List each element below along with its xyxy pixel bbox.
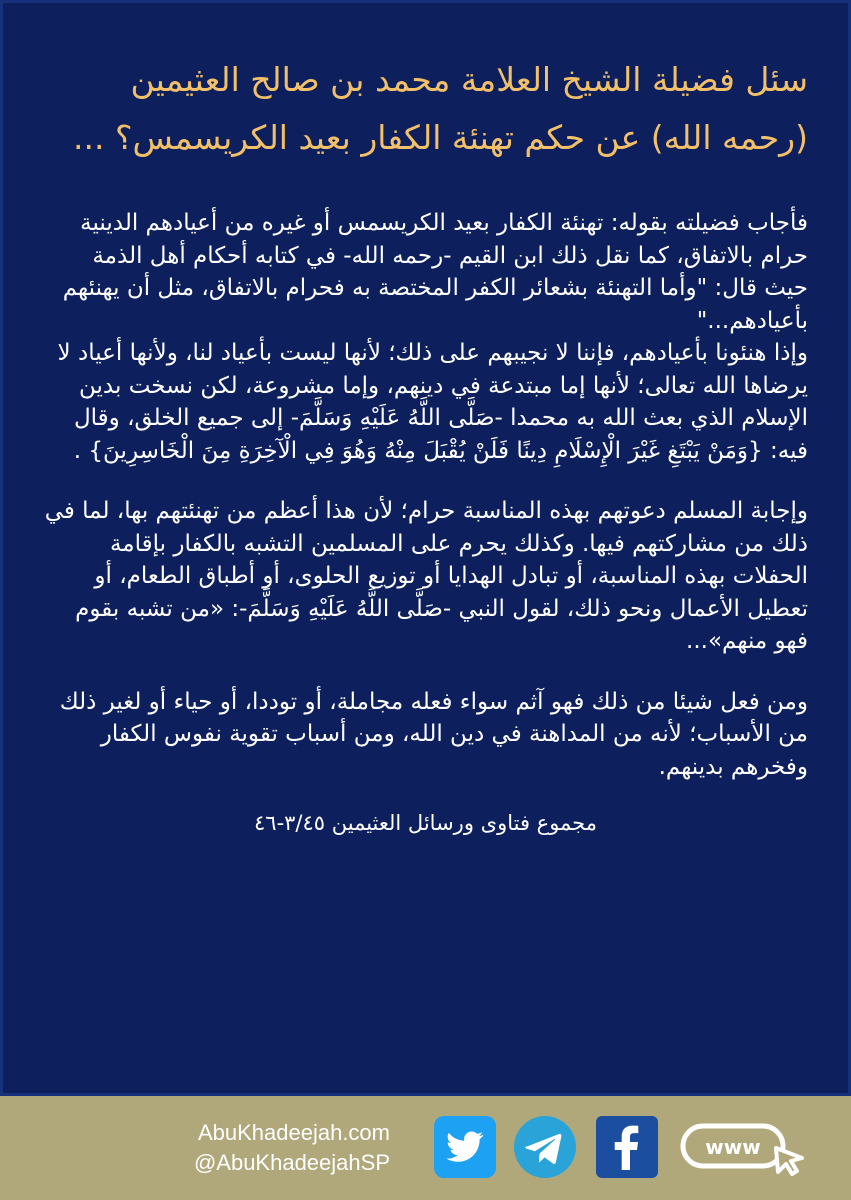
social-handle[interactable]: @AbuKhadeejahSP xyxy=(193,1150,390,1175)
svg-text:www: www xyxy=(705,1135,761,1159)
footer-bar xyxy=(0,1096,851,1200)
source-citation: مجموع فتاوى ورسائل العثيمين ٣/٤٥-٤٦ xyxy=(254,811,597,835)
telegram-icon[interactable] xyxy=(514,1116,576,1178)
answer-paragraph-2: وإذا هنئونا بأعيادهم، فإننا لا نجيبهم على ذلك؛ لأنها ليست بأعياد لنا، ولأنها أعياد لا يرضاها الله تعالى؛ لأنها إما مبتدعة في دينهم، وإما مشروعة، لكن نسخت بدين الإسلام الذي بعث الله به محمدا -صَلَّى اللَّهُ عَلَيْهِ وَسَلَّمَ- إلى جميع الخلق، وقال فيه: {وَمَنْ يَبْتَغِ غَيْرَ الْإِسْلَامِ دِينًا فَلَنْ يُقْبَلَ مِنْهُ وَهُوَ فِي الْآخِرَةِ مِنَ الْخَاسِرِينَ} . xyxy=(57,340,808,464)
twitter-icon[interactable] xyxy=(434,1116,496,1178)
facebook-icon[interactable] xyxy=(596,1116,658,1178)
answer-paragraph-1: فأجاب فضيلته بقوله: تهنئة الكفار بعيد الكريسمس أو غيره من أعيادهم الدينية حرام بالاتفاق، كما نقل ذلك ابن القيم -رحمه الله- في كتابه أحكام أهل الذمة حيث قال: "وأما التهنئة بشعائر الكفر المختصة به فحرام بالاتفاق، مثل أن يهنئهم بأعيادهم..." xyxy=(62,210,808,334)
footer-links xyxy=(70,1118,390,1178)
question-title: سئل فضيلة الشيخ العلامة محمد بن صالح العثيمين (رحمه الله) عن حكم تهنئة الكفار بعيد الكريسمس؟ ... xyxy=(73,60,808,157)
article xyxy=(43,51,808,835)
www-icon[interactable] xyxy=(680,1120,808,1176)
answer-paragraph-4: ومن فعل شيئا من ذلك فهو آثم سواء فعله مجاملة، أو توددا، أو حياء أو لغير ذلك من الأسباب؛ لأنه من المداهنة في دين الله، ومن أسباب تقوية نفوس الكفار وفخرهم بدينهم. xyxy=(59,688,808,780)
answer-paragraph-3: وإجابة المسلم دعوتهم بهذه المناسبة حرام؛ لأن هذا أعظم من تهنئتهم بها، لما في ذلك من مشاركتهم فيها. وكذلك يحرم على المسلمين التشبه بالكفار بإقامة الحفلات بهذه المناسبة، أو تبادل الهدايا أو توزيع الحلوى، أو أطباق الطعام، أو تعطيل الأعمال ونحو ذلك، لقول النبي -صَلَّى اللَّهُ عَلَيْهِ وَسَلَّمَ-: «من تشبه بقوم فهو منهم»... xyxy=(44,498,808,654)
website-link[interactable]: AbuKhadeejah.com xyxy=(197,1120,390,1145)
